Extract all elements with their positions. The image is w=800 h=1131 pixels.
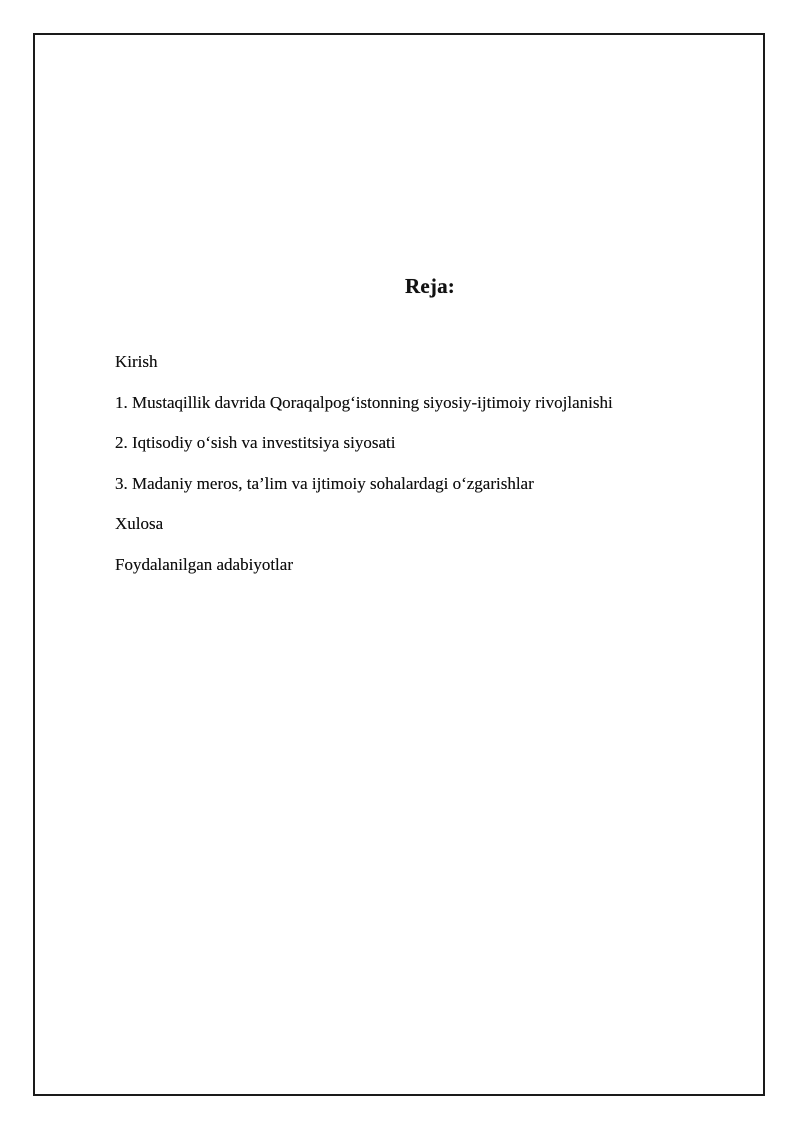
toc-item-introduction: Kirish	[115, 352, 158, 371]
table-of-contents	[115, 352, 613, 595]
toc-item-conclusion: Xulosa	[115, 514, 164, 533]
toc-item-chapter-3: 3. Madaniy meros, ta’lim va ijtimoiy sohalardagi o‘zgarishlar	[115, 473, 534, 493]
page-title: Reja:	[405, 274, 455, 298]
toc-item-chapter-2: 2. Iqtisodiy o‘sish va investitsiya siyosati	[115, 433, 396, 452]
toc-item-references: Foydalanilgan adabiyotlar	[115, 554, 293, 574]
toc-item-chapter-1: 1. Mustaqillik davrida Qoraqalpog‘istonning siyosiy-ijtimoiy rivojlanishi	[115, 392, 613, 412]
